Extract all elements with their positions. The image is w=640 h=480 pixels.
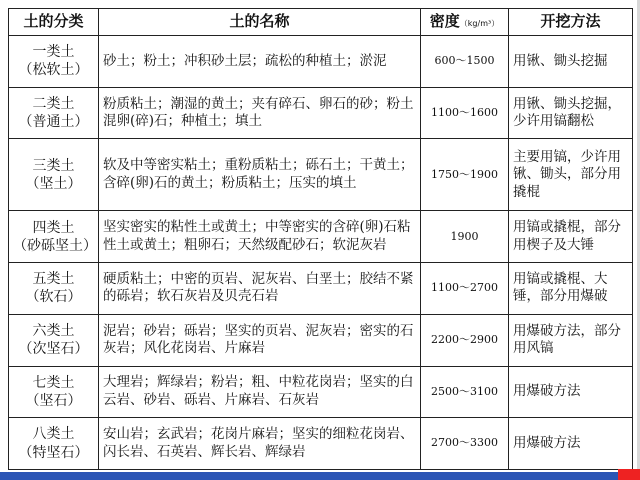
category-alias: （特坚石） — [18, 444, 89, 461]
header-method: 开挖方法 — [509, 9, 633, 36]
category-alias: （软石） — [25, 289, 82, 306]
table-row — [9, 139, 633, 211]
category-cell — [9, 366, 99, 418]
category-name: 八类土 — [32, 426, 75, 443]
soil-names-cell: 大理岩；辉绿岩；粉岩；粗、中粒花岗岩；坚实的白云岩、砂岩、砾岩、片麻岩、石灰岩 — [99, 366, 421, 418]
method-cell: 用锹、锄头挖掘，少许用镐翻松 — [509, 87, 633, 139]
table-row — [9, 263, 633, 315]
density-cell: 2700～3300 — [421, 418, 509, 470]
category-name: 一类土 — [32, 44, 75, 61]
soil-names-cell: 坚实密实的粘性土或黄土；中等密实的含碎(卵)石粘性土或黄土；粗卵石；天然级配砂石；软泥灰岩 — [99, 211, 421, 263]
density-cell: 600～1500 — [421, 36, 509, 88]
density-cell: 1100～1600 — [421, 87, 509, 139]
soil-names-cell: 砂土；粉土；冲积砂土层；疏松的种植土；淤泥 — [99, 36, 421, 88]
footer-band — [0, 472, 640, 480]
category-cell — [9, 211, 99, 263]
table-row — [9, 87, 633, 139]
soil-names-cell: 硬质粘土；中密的页岩、泥灰岩、白垩土；胶结不紧的砾岩；软石灰岩及贝壳石岩 — [99, 263, 421, 315]
header-name: 土的名称 — [99, 9, 421, 36]
category-name: 六类土 — [32, 323, 75, 339]
header-density-unit: （kg/m³） — [459, 19, 500, 29]
density-cell: 1750～1900 — [421, 139, 509, 211]
category-cell — [9, 87, 99, 139]
density-cell: 2500～3100 — [421, 366, 509, 418]
category-name: 四类土 — [32, 219, 75, 236]
category-alias: （松软土） — [18, 62, 89, 79]
category-alias: （普通土） — [18, 114, 89, 131]
category-alias: （次坚石） — [18, 341, 89, 358]
table-header-row — [9, 9, 633, 36]
category-name: 二类土 — [32, 95, 75, 112]
header-category: 土的分类 — [9, 9, 99, 36]
category-alias: （坚土） — [25, 175, 82, 192]
category-cell — [9, 314, 99, 366]
header-density-label: 密度 — [429, 12, 460, 31]
footer-accent — [618, 469, 640, 480]
soil-names-cell: 安山岩；玄武岩；花岗片麻岩；坚实的细粒花岗岩、闪长岩、石英岩、辉长岩、辉绿岩 — [99, 418, 421, 470]
table-row — [9, 314, 633, 366]
category-cell — [9, 418, 99, 470]
density-cell: 1100～2700 — [421, 263, 509, 315]
category-name: 五类土 — [32, 271, 75, 288]
table-row — [9, 418, 633, 470]
table-row — [9, 36, 633, 88]
density-cell: 1900 — [421, 211, 509, 263]
category-cell — [9, 139, 99, 211]
soil-names-cell: 软及中等密实粘土；重粉质粘土；砾石土；干黄土；含碎(卵)石的黄土；粉质粘土；压实的填土 — [99, 139, 421, 211]
method-cell: 用爆破方法 — [509, 418, 633, 470]
header-density — [421, 9, 509, 36]
method-cell: 用镐或撬棍、大锤，部分用爆破 — [509, 263, 633, 315]
table-row — [9, 366, 633, 418]
density-cell: 2200～2900 — [421, 314, 509, 366]
soil-classification-table — [8, 8, 633, 470]
table-row — [9, 211, 633, 263]
method-cell: 用爆破方法，部分用风镐 — [509, 314, 633, 366]
category-cell — [9, 263, 99, 315]
method-cell: 用镐或撬棍，部分用楔子及大锤 — [509, 211, 633, 263]
soil-names-cell: 泥岩；砂岩；砾岩；坚实的页岩、泥灰岩；密实的石灰岩；风化花岗岩、片麻岩 — [99, 314, 421, 366]
method-cell: 用爆破方法 — [509, 366, 633, 418]
category-cell — [9, 36, 99, 88]
method-cell: 用锹、锄头挖掘 — [509, 36, 633, 88]
category-name: 三类土 — [32, 157, 75, 174]
category-name: 七类土 — [32, 374, 75, 391]
category-alias: （砂砾坚土） — [13, 237, 97, 254]
method-cell: 主要用镐，少许用锹、锄头，部分用撬棍 — [509, 139, 633, 211]
soil-names-cell: 粉质粘土；潮湿的黄土；夹有碎石、卵石的砂；粉土混卵(碎)石；种植土；填土 — [99, 87, 421, 139]
category-alias: （坚石） — [25, 392, 82, 409]
